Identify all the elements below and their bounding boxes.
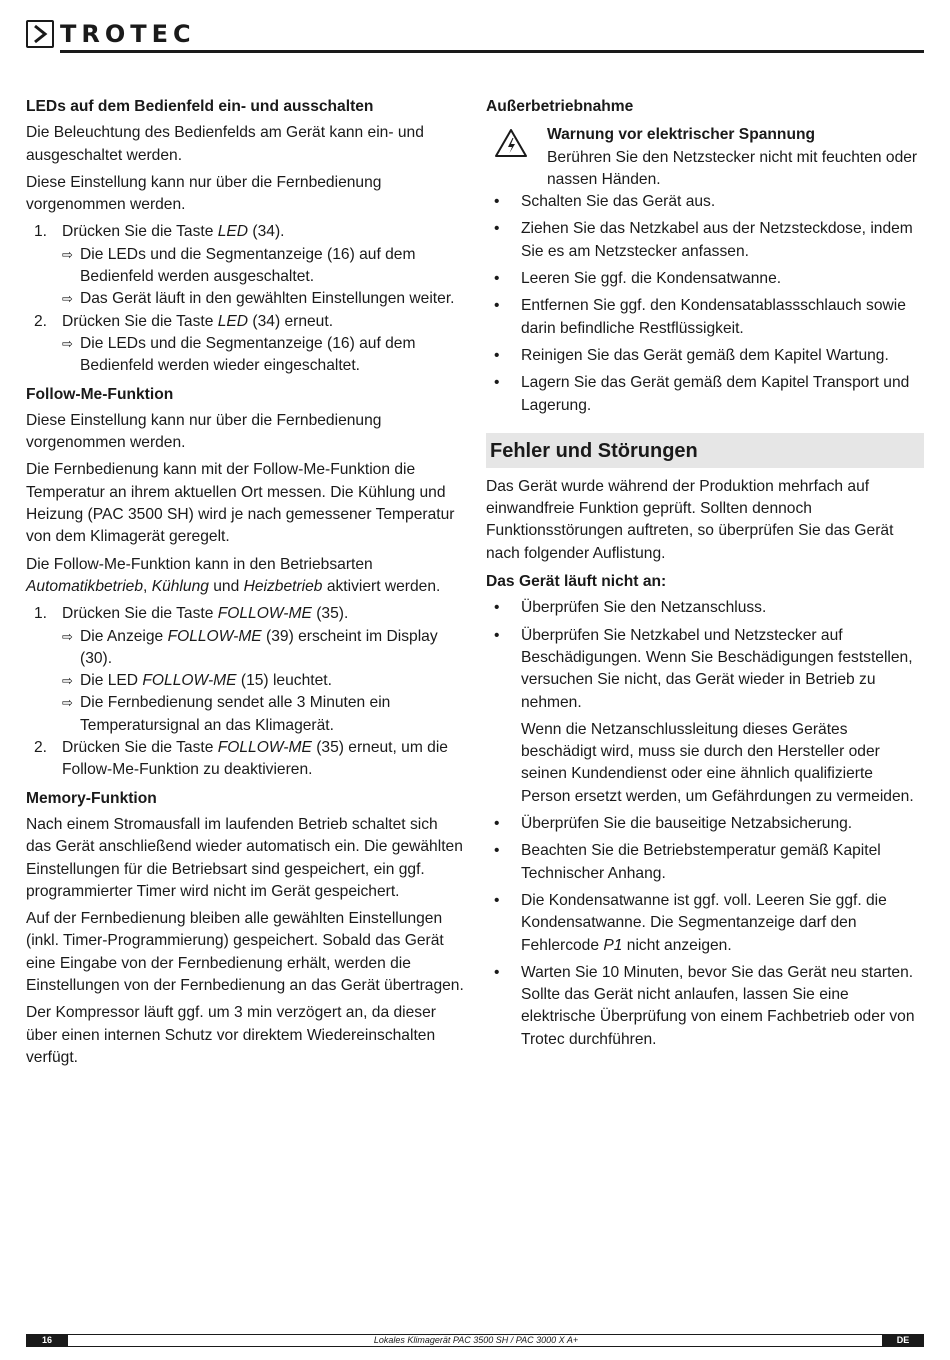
heading-not-starting: Das Gerät läuft nicht an: <box>486 573 667 591</box>
text: , <box>143 577 152 595</box>
step-text: Drücken Sie die Taste <box>62 223 218 241</box>
error-code: P1 <box>603 936 623 954</box>
result-text: Das Gerät läuft in den gewählten Einstellungen weiter. <box>80 290 455 308</box>
result-item <box>62 288 466 310</box>
mode-name: Automatikbetrieb <box>26 577 144 595</box>
list-text: Ziehen Sie das Netzkabel aus der Netzsteckdose, indem Sie es am Netzstecker anfassen. <box>521 220 913 260</box>
bullet-icon: • <box>494 626 500 644</box>
list-item <box>486 890 924 957</box>
step-key: LED <box>217 312 249 330</box>
result-list <box>62 244 466 311</box>
heading-leds: LEDs auf dem Bedienfeld ein- und ausschalten <box>26 98 374 115</box>
list-item <box>486 840 924 885</box>
arrow-right-icon: ⇨ <box>62 246 73 262</box>
bullet-icon: • <box>494 297 500 315</box>
mode-name: Heizbetrieb <box>243 577 323 595</box>
arrow-right-icon: ⇨ <box>62 335 73 351</box>
footer-title: Lokales Klimagerät PAC 3500 SH / PAC 3000 X A+ <box>373 1335 579 1345</box>
step-text: Drücken Sie die Taste <box>62 605 218 623</box>
trotec-logo <box>26 20 196 48</box>
bullet-icon: • <box>494 220 500 238</box>
logo-chevron-icon <box>26 20 54 48</box>
bullet-icon: • <box>494 815 500 833</box>
paragraph: Auf der Fernbedienung bleiben alle gewählten Einstellungen (inkl. Timer-Programmierung) gespeichert. Sobald das Gerät eine Eingabe von der Fernbedienung erhält, werden die Einstellungen von der Fernbedienung an das Gerät übertragen. <box>26 910 464 994</box>
list-text: Lagern Sie das Gerät gemäß dem Kapitel Transport und Lagerung. <box>521 374 910 414</box>
step-text: (35). <box>311 605 349 623</box>
language-code: DE <box>882 1335 924 1346</box>
bullet-icon: • <box>494 193 500 211</box>
paragraph: Der Kompressor läuft ggf. um 3 min verzögert an, da dieser über einen internen Schutz vor direktem Wiedereinschalten verfügt. <box>26 1004 436 1066</box>
bullet-icon: • <box>494 346 500 364</box>
paragraph: Diese Einstellung kann nur über die Fernbedienung vorgenommen werden. <box>26 411 382 452</box>
paragraph: Die Fernbedienung kann mit der Follow-Me-Funktion die Temperatur an ihrem aktuellen Ort messen. Die Kühlung und Heizung (PAC 3500 SH) wird je nach gemessener Temperatur von dem Klimagerät geregelt. <box>26 461 455 546</box>
paragraph: Die Beleuchtung des Bedienfelds am Gerät kann ein- und ausgeschaltet werden. <box>26 124 424 164</box>
list-text: Beachten Sie die Betriebstemperatur gemäß Kapitel Technischer Anhang. <box>521 842 881 882</box>
arrow-right-icon: ⇨ <box>62 673 73 689</box>
list-text: Die Kondensatwanne ist ggf. voll. Leeren Sie ggf. die Kondensatwanne. Die Segmentanzeige darf den Fehlercode <box>521 891 887 954</box>
page-header <box>26 18 924 58</box>
mode-name: Kühlung <box>151 577 209 595</box>
heading-memory: Memory-Funktion <box>26 789 157 807</box>
list-item <box>486 813 924 835</box>
list-item <box>486 218 924 263</box>
warning-text: Berühren Sie den Netzstecker nicht mit feuchten oder nassen Händen. <box>547 148 918 188</box>
paragraph <box>26 554 466 599</box>
list-item <box>486 625 924 808</box>
step-key: FOLLOW-ME <box>142 672 237 690</box>
list-item <box>486 372 924 417</box>
step-item <box>26 221 466 310</box>
text: und <box>208 577 244 595</box>
step-number: 1. <box>34 605 48 623</box>
paragraph: Nach einem Stromausfall im laufenden Betrieb schaltet sich das Gerät anschließend wieder automatisch ein. Die gewählten Einstellungen für die Betriebsart sind gespeichert, ein ggf. programmierter Timer wird nicht im Gerät gespeichert. <box>26 815 463 900</box>
page-footer <box>26 1334 924 1347</box>
result-item <box>62 670 466 692</box>
step-text: (34) erneut. <box>248 312 334 330</box>
paragraph: Diese Einstellung kann nur über die Fernbedienung vorgenommen werden. <box>26 173 382 214</box>
list-text: nicht anzeigen. <box>622 936 732 954</box>
step-number: 2. <box>34 739 48 757</box>
header-rule <box>60 50 924 53</box>
step-key: FOLLOW-ME <box>217 605 312 623</box>
arrow-right-icon: ⇨ <box>62 628 73 644</box>
result-text: Die LED <box>80 672 143 690</box>
result-text: (15) leuchtet. <box>236 672 332 690</box>
step-number: 2. <box>34 312 48 330</box>
result-text: Die LEDs und die Segmentanzeige (16) auf dem Bedienfeld werden ausgeschaltet. <box>80 245 416 286</box>
paragraph: Das Gerät wurde während der Produktion mehrfach auf einwandfreie Funktion geprüft. Sollten dennoch Funktionsstörungen auftreten, so überprüfen Sie das Gerät nach folgender Auflistung. <box>486 477 894 562</box>
left-column <box>26 96 466 1074</box>
text: aktiviert werden. <box>322 577 441 595</box>
right-column <box>486 96 924 1056</box>
step-text: Drücken Sie die Taste <box>62 312 218 330</box>
bullet-icon: • <box>494 599 500 617</box>
result-text: Die Anzeige <box>80 627 168 645</box>
result-list <box>62 626 466 737</box>
step-item <box>26 737 466 782</box>
list-subtext: Wenn die Netzanschlussleitung dieses Gerätes beschädigt wird, muss sie durch den Hersteller oder seinen Kundendienst oder eine ähnlich qualifizierte Person ersetzt werden, um Gefährdungen zu vermeiden. <box>521 720 914 805</box>
bullet-icon: • <box>494 891 500 909</box>
step-item <box>26 311 466 378</box>
troubleshooting-list <box>486 597 924 1051</box>
result-text: (39) erscheint im Display (30). <box>80 627 438 667</box>
bullet-icon: • <box>494 270 500 288</box>
page-number: 16 <box>26 1335 68 1346</box>
list-text: Reinigen Sie das Gerät gemäß dem Kapitel Wartung. <box>521 346 889 364</box>
heading-decommissioning: Außerbetriebnahme <box>486 98 634 115</box>
warning-box <box>486 124 924 191</box>
step-number: 1. <box>34 223 48 241</box>
list-text: Überprüfen Sie den Netzanschluss. <box>521 599 767 617</box>
result-item <box>62 692 466 737</box>
list-item <box>486 191 924 213</box>
list-text: Warten Sie 10 Minuten, bevor Sie das Gerät neu starten. Sollte das Gerät nicht anlaufen, lassen Sie eine elektrische Überprüfung von einem Fachbetrieb oder von Trotec durchführen. <box>521 963 915 1048</box>
steps-list <box>26 221 466 377</box>
decommission-list <box>486 191 924 417</box>
list-item <box>486 597 924 619</box>
result-item <box>62 333 466 378</box>
step-text: (34). <box>248 223 285 241</box>
result-text: Die Fernbedienung sendet alle 3 Minuten ein Temperatursignal an das Klimagerät. <box>80 694 391 734</box>
bullet-icon: • <box>494 374 500 392</box>
list-item <box>486 268 924 290</box>
steps-list <box>26 603 466 781</box>
section-title-faults: Fehler und Störungen <box>486 433 924 468</box>
list-text: Schalten Sie das Gerät aus. <box>521 193 716 211</box>
bullet-icon: • <box>494 842 500 860</box>
result-item <box>62 626 466 671</box>
list-item <box>486 345 924 367</box>
warning-title: Warnung vor elektrischer Spannung <box>547 126 816 144</box>
bullet-icon: • <box>494 963 500 981</box>
list-text: Überprüfen Sie die bauseitige Netzabsicherung. <box>521 815 853 833</box>
step-key: LED <box>217 223 249 241</box>
arrow-right-icon: ⇨ <box>62 291 73 307</box>
step-text: Drücken Sie die Taste <box>62 739 218 757</box>
list-text: Überprüfen Sie Netzkabel und Netzstecker auf Beschädigungen. Wenn Sie Beschädigungen feststellen, versuchen Sie nicht, das Gerät wieder in Betrieb zu nehmen. <box>521 626 913 711</box>
step-item <box>26 603 466 737</box>
result-list <box>62 333 466 378</box>
arrow-right-icon: ⇨ <box>62 695 73 711</box>
list-text: Leeren Sie ggf. die Kondensatwanne. <box>521 270 782 288</box>
step-key: FOLLOW-ME <box>167 627 262 645</box>
text: Die Follow-Me-Funktion kann in den Betriebsarten <box>26 555 373 573</box>
step-key: FOLLOW-ME <box>217 739 312 757</box>
warning-electric-icon <box>494 128 528 158</box>
result-text: Die LEDs und die Segmentanzeige (16) auf dem Bedienfeld werden wieder eingeschaltet. <box>80 334 416 375</box>
brand-name: TROTEC <box>60 20 196 48</box>
heading-follow-me: Follow-Me-Funktion <box>26 385 174 403</box>
list-item <box>486 962 924 1051</box>
step-text: (35) erneut, um die Follow-Me-Funktion zu deaktivieren. <box>62 739 448 779</box>
list-item <box>486 295 924 340</box>
result-item <box>62 244 466 289</box>
list-text: Entfernen Sie ggf. den Kondensatablassschlauch sowie darin befindliche Restflüssigkeit. <box>521 297 906 337</box>
